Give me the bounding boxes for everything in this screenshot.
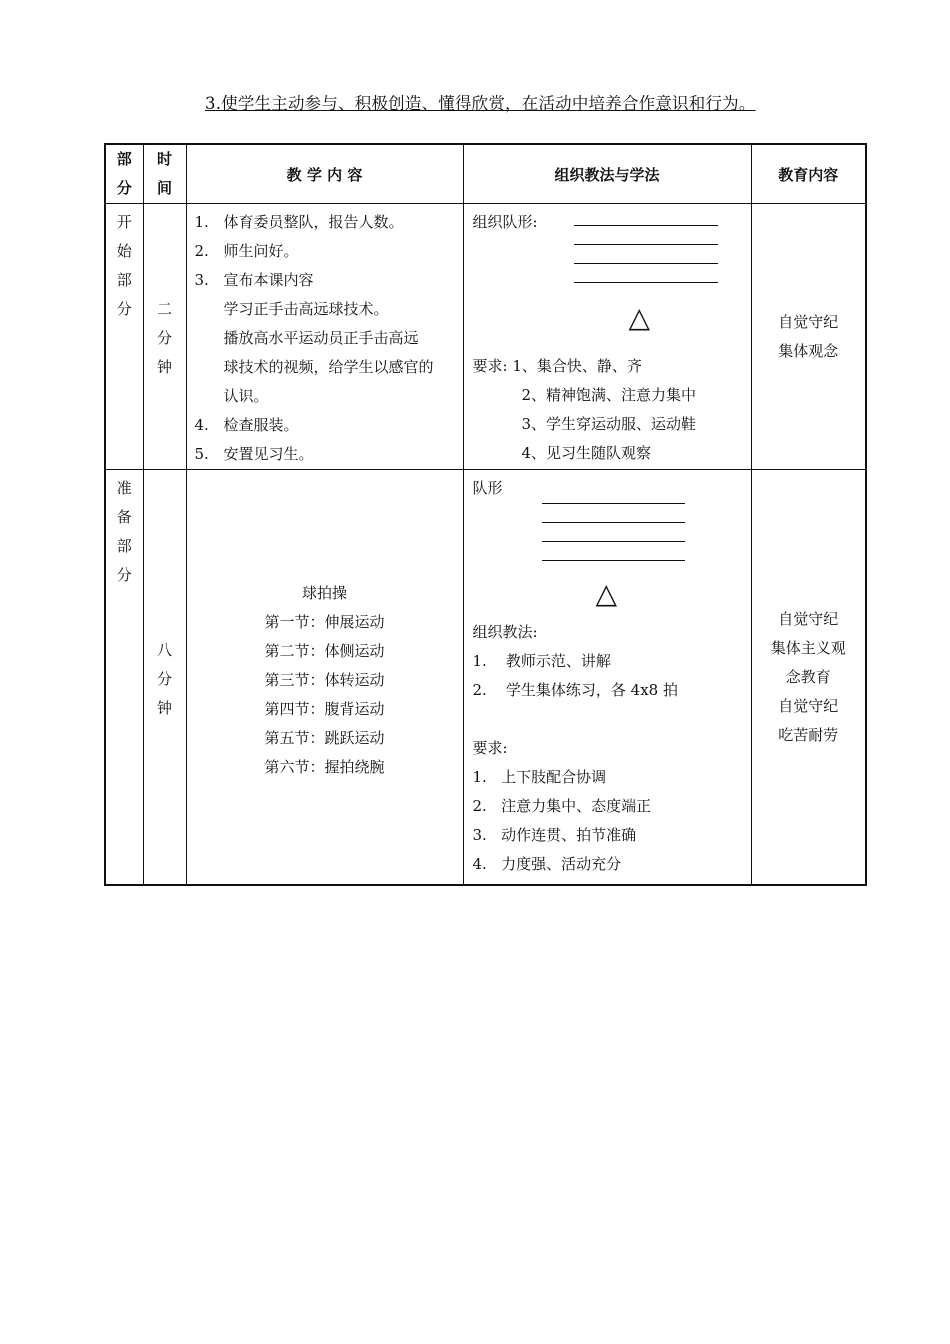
list-item: 播放高水平运动员正手击高远	[223, 329, 419, 347]
list-item: 1. 体育委员整队，报告人数。	[194, 213, 404, 231]
list-item: 第五节：跳跃运动	[264, 729, 385, 747]
header-time: 时 间	[143, 144, 186, 204]
formation-label: 队形	[472, 479, 503, 497]
formation-label: 组织队形:	[472, 213, 538, 231]
time-cell: 八 分 钟	[143, 470, 186, 886]
list-item: 第二节：体侧运动	[264, 642, 385, 660]
formation-line	[542, 503, 685, 504]
list-item: 5. 安置见习生。	[194, 445, 314, 463]
lesson-plan-table	[104, 143, 867, 886]
list-item: 认识。	[223, 387, 269, 405]
header-row	[105, 144, 866, 204]
teacher-triangle-icon: △	[595, 577, 618, 610]
header-method: 组织教法与学法	[463, 144, 751, 204]
list-item: 球拍操	[301, 584, 347, 602]
part-cell: 开 始 部 分	[105, 204, 143, 470]
table-row	[105, 470, 866, 886]
list-item: 2. 师生问好。	[194, 242, 299, 260]
list-item: 3. 动作连贯、拍节准确	[472, 826, 637, 844]
requirements-label: 要求:	[472, 739, 508, 757]
list-item: 3. 宣布本课内容	[194, 271, 314, 289]
formation-line	[542, 541, 685, 542]
header-content: 教 学 内 容	[186, 144, 463, 204]
list-item: 2. 学生集体练习，各 4x8 拍	[472, 681, 678, 699]
list-item: 学习正手击高远球技术。	[223, 300, 389, 318]
formation-line	[542, 522, 685, 523]
content-cell	[186, 470, 463, 886]
formation-line	[574, 282, 718, 283]
list-item: 第三节：体转运动	[264, 671, 385, 689]
formation-line	[574, 244, 718, 245]
list-item: 第一节：伸展运动	[264, 613, 385, 631]
part-cell: 准 备 部 分	[105, 470, 143, 886]
teacher-triangle-icon: △	[628, 301, 651, 334]
education-cell: 自觉守纪 集体主义观 念教育 自觉守纪 吃苦耐劳	[751, 470, 866, 886]
objective-line: 3.使学生主动参与、积极创造、懂得欣赏，在活动中培养合作意识和行为。	[205, 94, 756, 113]
list-item: 4. 力度强、活动充分	[472, 855, 622, 873]
table-row	[105, 204, 866, 470]
list-item: 4. 检查服装。	[194, 416, 299, 434]
list-item: 1. 教师示范、讲解	[472, 652, 611, 670]
teaching-label: 组织教法:	[472, 623, 538, 641]
formation-line	[574, 225, 718, 226]
formation-line	[542, 560, 685, 561]
list-item: 第六节：握拍绕腕	[264, 758, 385, 776]
list-item: 2. 注意力集中、态度端正	[472, 797, 652, 815]
method-cell: 组织队形: △ 要求: 1、集合快、静、齐 2、精神饱满、注意力集中 3、学生穿运动服、运动鞋 4、见习生随队观察	[463, 204, 751, 470]
education-cell: 自觉守纪 集体观念	[751, 204, 866, 470]
header-education: 教育内容	[751, 144, 866, 204]
list-item: 球技术的视频，给学生以感官的	[223, 358, 434, 376]
formation-line	[574, 263, 718, 264]
method-cell	[463, 470, 751, 886]
header-part: 部 分	[105, 144, 143, 204]
list-item: 1. 上下肢配合协调	[472, 768, 607, 786]
requirements-label: 要求:	[472, 357, 508, 375]
content-cell	[186, 204, 463, 470]
list-item: 第四节：腹背运动	[264, 700, 385, 718]
time-cell: 二 分 钟	[143, 204, 186, 470]
